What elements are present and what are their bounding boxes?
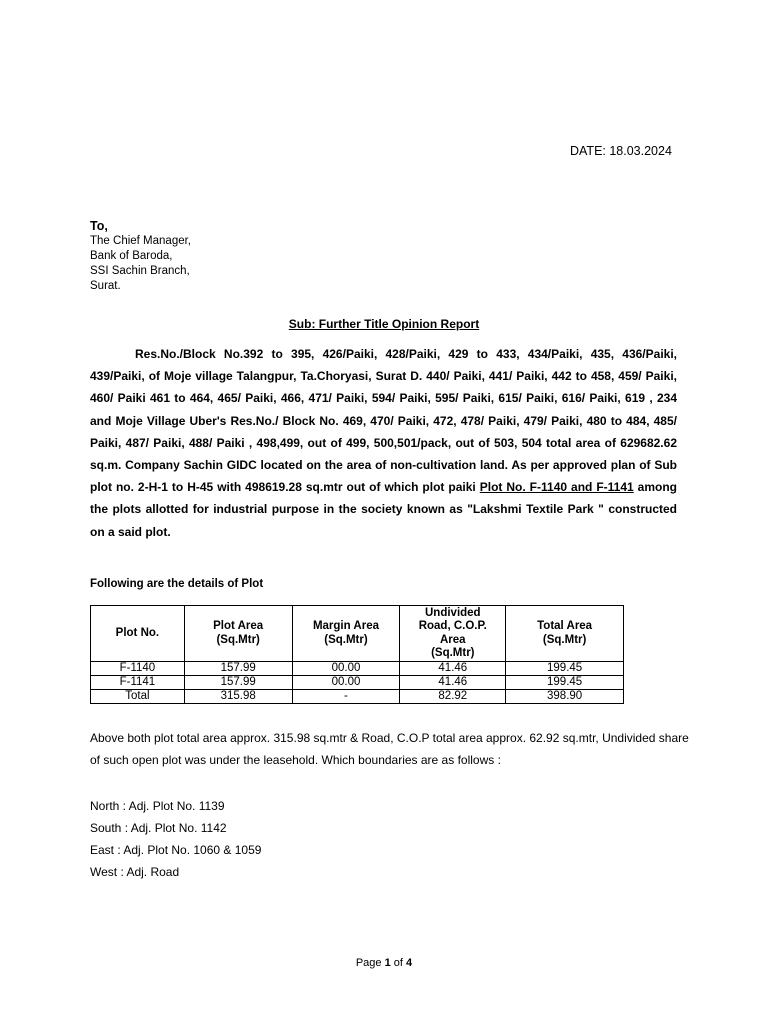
table-cell: 157.99 — [184, 676, 292, 690]
of-word: of — [390, 957, 407, 969]
details-title: Following are the details of Plot — [90, 578, 264, 590]
table-cell: 00.00 — [292, 662, 400, 676]
table-cell: 41.46 — [400, 662, 506, 676]
addressee-line: SSI Sachin Branch, — [90, 265, 190, 277]
table-cell: 398.90 — [506, 690, 624, 704]
header-margin-area: Margin Area (Sq.Mtr) — [292, 606, 400, 662]
body-text-before: Res.No./Block No.392 to 395, 426/Paiki, 428/Paiki, 429 to 433, 434/Paiki, 435, 436/Paiki, 439/Paiki, of Moje village Talangpur, Ta.Choryasi, Surat D. 440/ Paiki, 441/ Paiki, 442 to 458, 459/ Paiki, 460/ Paiki 461 to 464, 465/ Paiki, 466, 471/ Paiki, 594/ Paiki, 595/ Paiki, 615/ Paiki, 616/ Paiki, 619 , 234 and Moje Village Uber's Res.No./ Block No. 469, 470/ Paiki, 472, 478/ Paiki, 479/ Paiki, 480 to 484, 485/ Paiki, 487/ Paiki, 488/ Paiki , 498,499, out of 499, 500,501/pack, out of 503, 504 total area of 629682.62 sq.m. Company Sachin GIDC located on the area of non-cultivation land. As per approved plan of Sub plot no. 2-H-1 to H-45 with 498619.28 sq.mtr out of which plot paiki — [90, 347, 677, 495]
table-cell: 00.00 — [292, 676, 400, 690]
body-paragraph — [90, 343, 677, 543]
subject-text: Sub: Further Title Opinion Report — [288, 317, 480, 331]
header-undivided-area: Undivided Road, C.O.P. Area (Sq.Mtr) — [400, 606, 506, 662]
header-total-area: Total Area (Sq.Mtr) — [506, 606, 624, 662]
addressee-line: Bank of Baroda, — [90, 250, 173, 262]
addressee-block — [90, 219, 191, 294]
summary-paragraph: Above both plot total area approx. 315.98 sq.mtr & Road, C.O.P total area approx. 62.92 sq.mtr, Undivided share of such open plot was under the leasehold. Which boundaries are as follows : — [90, 731, 689, 767]
page-word: Page — [355, 957, 385, 969]
table-cell: 157.99 — [184, 662, 292, 676]
table-header-row — [91, 606, 624, 662]
header-plot-area: Plot Area (Sq.Mtr) — [184, 606, 292, 662]
table-cell: Total — [91, 690, 185, 704]
body-text-after: among the plots allotted for industrial purpose in the society known as "Lakshmi Textile Park " constructed on a said plot. — [90, 480, 677, 539]
addressee-line: Surat. — [90, 280, 121, 292]
table-row — [91, 676, 624, 690]
header-plot-no: Plot No. — [91, 606, 185, 662]
table-cell: 41.46 — [400, 676, 506, 690]
page-footer — [0, 957, 768, 969]
addressee-line: The Chief Manager, — [90, 235, 192, 247]
table-cell: F-1141 — [91, 676, 185, 690]
table-cell: 82.92 — [400, 690, 506, 704]
plot-reference: Plot No. F-1140 and F-1141 — [479, 480, 634, 495]
table-cell: 199.45 — [506, 676, 624, 690]
table-row — [91, 662, 624, 676]
boundary-north: North : Adj. Plot No. 1139 — [90, 799, 225, 813]
page-current: 1 — [384, 957, 391, 969]
table-cell: 315.98 — [184, 690, 292, 704]
boundary-west: West : Adj. Road — [90, 865, 180, 879]
table-cell: 199.45 — [506, 662, 624, 676]
table-cell: F-1140 — [91, 662, 185, 676]
table-row-total — [91, 690, 624, 704]
plot-details-table — [90, 605, 624, 704]
boundary-east: East : Adj. Plot No. 1060 & 1059 — [90, 843, 262, 857]
subject-line — [0, 317, 768, 331]
table-cell: - — [292, 690, 400, 704]
addressee-salutation: To, — [90, 219, 108, 233]
boundary-south: South : Adj. Plot No. 1142 — [90, 821, 227, 835]
boundaries-list — [90, 795, 261, 883]
letter-date: DATE: 18.03.2024 — [570, 144, 672, 158]
page-total: 4 — [406, 957, 413, 969]
